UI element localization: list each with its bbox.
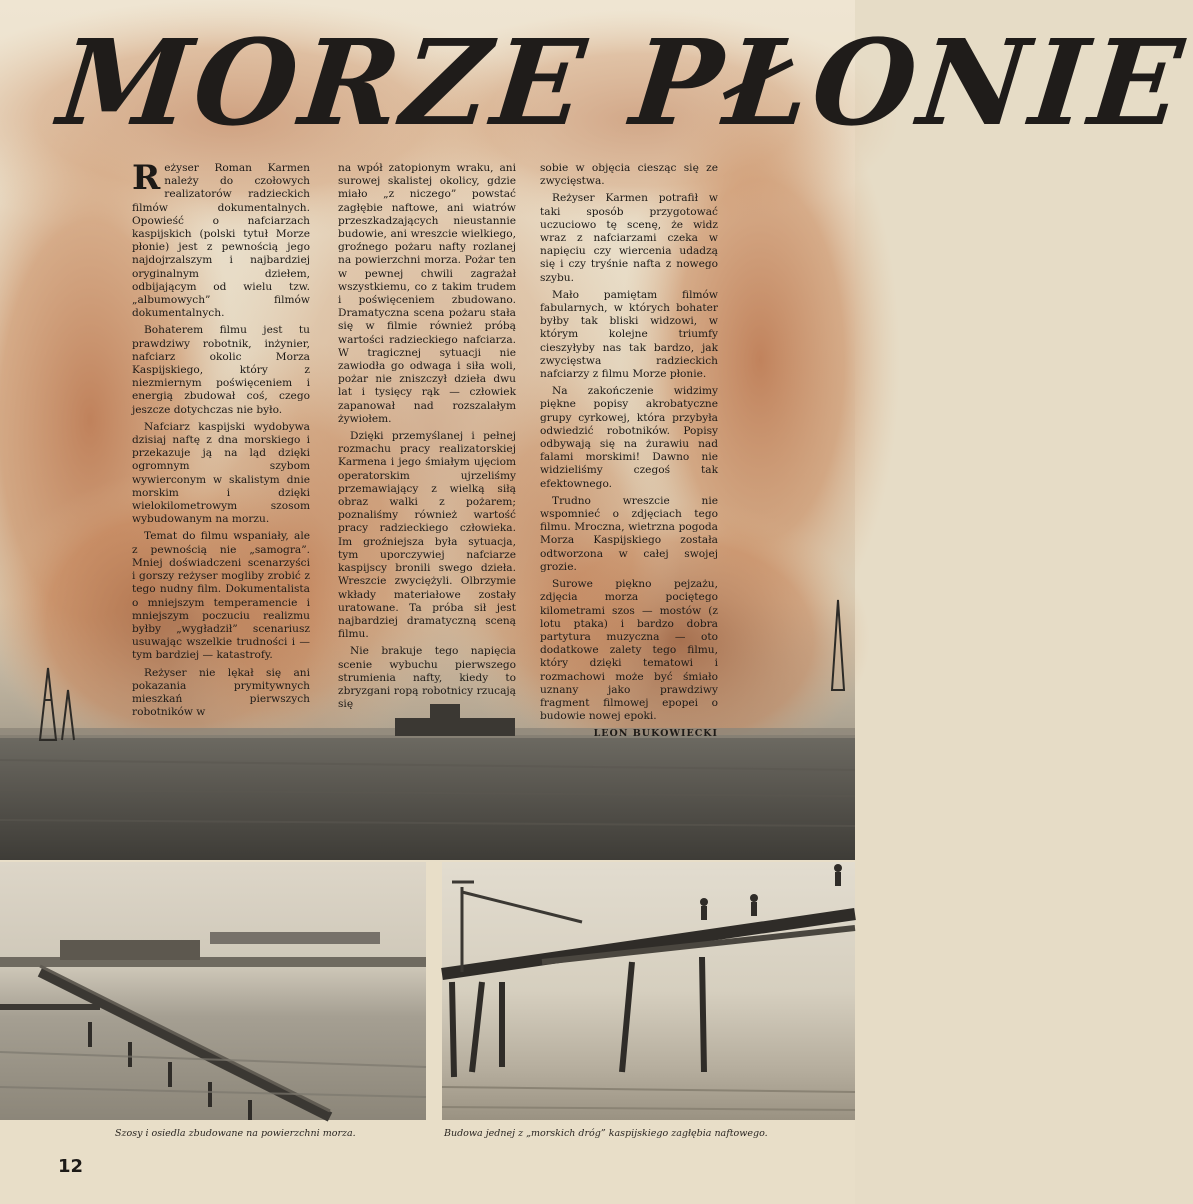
article-title: MORZE PŁONIE <box>52 13 1193 152</box>
drop-cap: R <box>132 158 161 198</box>
page-number: 12 <box>58 1156 84 1177</box>
paragraph: Trudno wreszcie nie wspomnieć o zdjęciach tego filmu. Mroczna, wietrzna pogoda Morza Kaspijskiego została odtworzona w całej swojej grozie. <box>540 494 718 573</box>
paragraph: Dzięki przemyślanej i pełnej rozmachu pracy realizatorskiej Karmena i jego śmiałym ujęciom operatorskim ujrzeliśmy przemawiający z wielką siłą obraz walki z pożarem; poznaliśmy również wartość pracy radzieckiego człowieka. Im groźniejsza była sytuacja, tym uporczywiej nafciarze kaspijscy bronili swego dzieła. Wreszcie zwyciężyli. Olbrzymie wkłady materiałowe zostały uratowane. Ta próba sił jest najbardziej dramatyczną sceną filmu. <box>338 430 516 641</box>
author-signature: LEON BUKOWIECKI <box>593 728 718 740</box>
paragraph: Na zakończenie widzimy piękne popisy akrobatyczne grupy cyrkowej, która przybyła odwiedzić robotników. Popisy odbywają się na żurawiu nad falami morskimi! Dawno nie widzieliśmy czegoś tak efektownego. <box>540 385 718 490</box>
paragraph: Bohaterem filmu jest tu prawdziwy robotnik, inżynier, nafciarz okolic Morza Kaspijskiego, który z niezmiernym poświęceniem i energią zbudował coś, czego jeszcze dotychczas nie było. <box>132 324 310 416</box>
paragraph: Mało pamiętam filmów fabularnych, w których bohater byłby tak bliski widzowi, w którym kolejne triumfy cieszyłyby nas tak bardzo, jak zwycięstwa radzieckich nafciarzy z filmu Morze płonie. <box>540 288 718 381</box>
caption-right: Budowa jednej z „morskich dróg” kaspijskiego zagłębia naftowego. <box>444 1128 768 1139</box>
paragraph: Nafciarz kaspijski wydobywa dzisiaj naftę z dna morskiego i przekazuje ją na ląd dzięki ogromnym szybom wywierconym w skalistym dnie morskim i dzięki wielokilometrowym szosom wybudowanym na morzu. <box>132 420 310 526</box>
paragraph: na wpół zatopionym wraku, ani surowej skalistej okolicy, gdzie miało „z niczego” powstać zagłębie naftowe, ani wiatrów przeszkadzających nieustannie budowie, ani wreszcie wielkiego, groźnego pożaru nafty rozlanej na powierzchni morza. Pożar ten w pewnej chwili zagrażał wszystkiemu, co z takim trudem i poświęceniem zbudowano. Dramatyczna scena pożaru stała się w filmie również próbą wartości radzieckiego nafciarza. W tragicznej sytuacji nie zawiodła go odwaga i siła woli, pożar nie zniszczył dzieła dwu lat i tysięcy rąk — człowiek zapanował nad rozszalałym żywiołem. <box>338 162 516 425</box>
article-column-2 <box>338 162 516 715</box>
paragraph: sobie w objęcia ciesząc się ze zwycięstwa. <box>540 162 718 188</box>
paragraph: Reżyser Karmen potrafił w taki sposób przygotować uczuciowo tę scenę, że widz wraz z nafciarzami czeka w napięciu czy wiercenia udadzą się i czy tryśnie nafta z nowego szybu. <box>540 192 718 284</box>
caption-left: Szosy i osiedla zbudowane na powierzchni morza. <box>115 1128 356 1139</box>
pier-illustration <box>0 862 426 1120</box>
paragraph: Reżyser Roman Karmen należy do czołowych realizatorów radzieckich filmów dokumentalnych. Opowieść o nafciarzach kaspijskich (polski tytuł Morze płonie) jest z pewnością jego najdojrzalszym i najbardziej oryginalnym dziełem, odbijającym od wielu tzw. „albumowych” filmów dokumentalnych. <box>132 158 310 320</box>
article-column-1 <box>132 158 310 723</box>
paragraph: Reżyser nie lękał się ani pokazania prymitywnych mieszkań pierwszych robotników w <box>132 666 310 719</box>
paragraph: Nie brakuje tego napięcia scenie wybuchu pierwszego strumienia nafty, kiedy to zbryzgani ropą robotnicy rzucają się <box>338 645 516 711</box>
paragraph: Surowe piękno pejzażu, zdjęcia morza pociętego kilometrami szos — mostów (z lotu ptaka) i bardzo dobra partytura muzyczna — oto dodatkowe zalety tego filmu, który dzięki tematowi i rozmachowi może być śmiało uznany jako prawdziwy fragment filmowej epopei o budowie nowej epoki. <box>540 578 718 723</box>
paragraph: Temat do filmu wspaniały, ale z pewnością nie „samogra”. Mniej doświadczeni scenarzyści i gorszy reżyser mogliby zrobić z tego nudny film. Dokumentalista o mniejszym temperamencie i mniejszym poczuciu realizmu byłby „wygładził” scenariusz usuwając wszelkie trudności i — tym bardziej — katastrofy. <box>132 530 310 662</box>
photo-sea-roads-settlements <box>0 862 426 1120</box>
photo-sea-road-construction <box>442 862 855 1120</box>
bridge-illustration <box>442 862 855 1120</box>
article-column-3 <box>540 162 718 741</box>
